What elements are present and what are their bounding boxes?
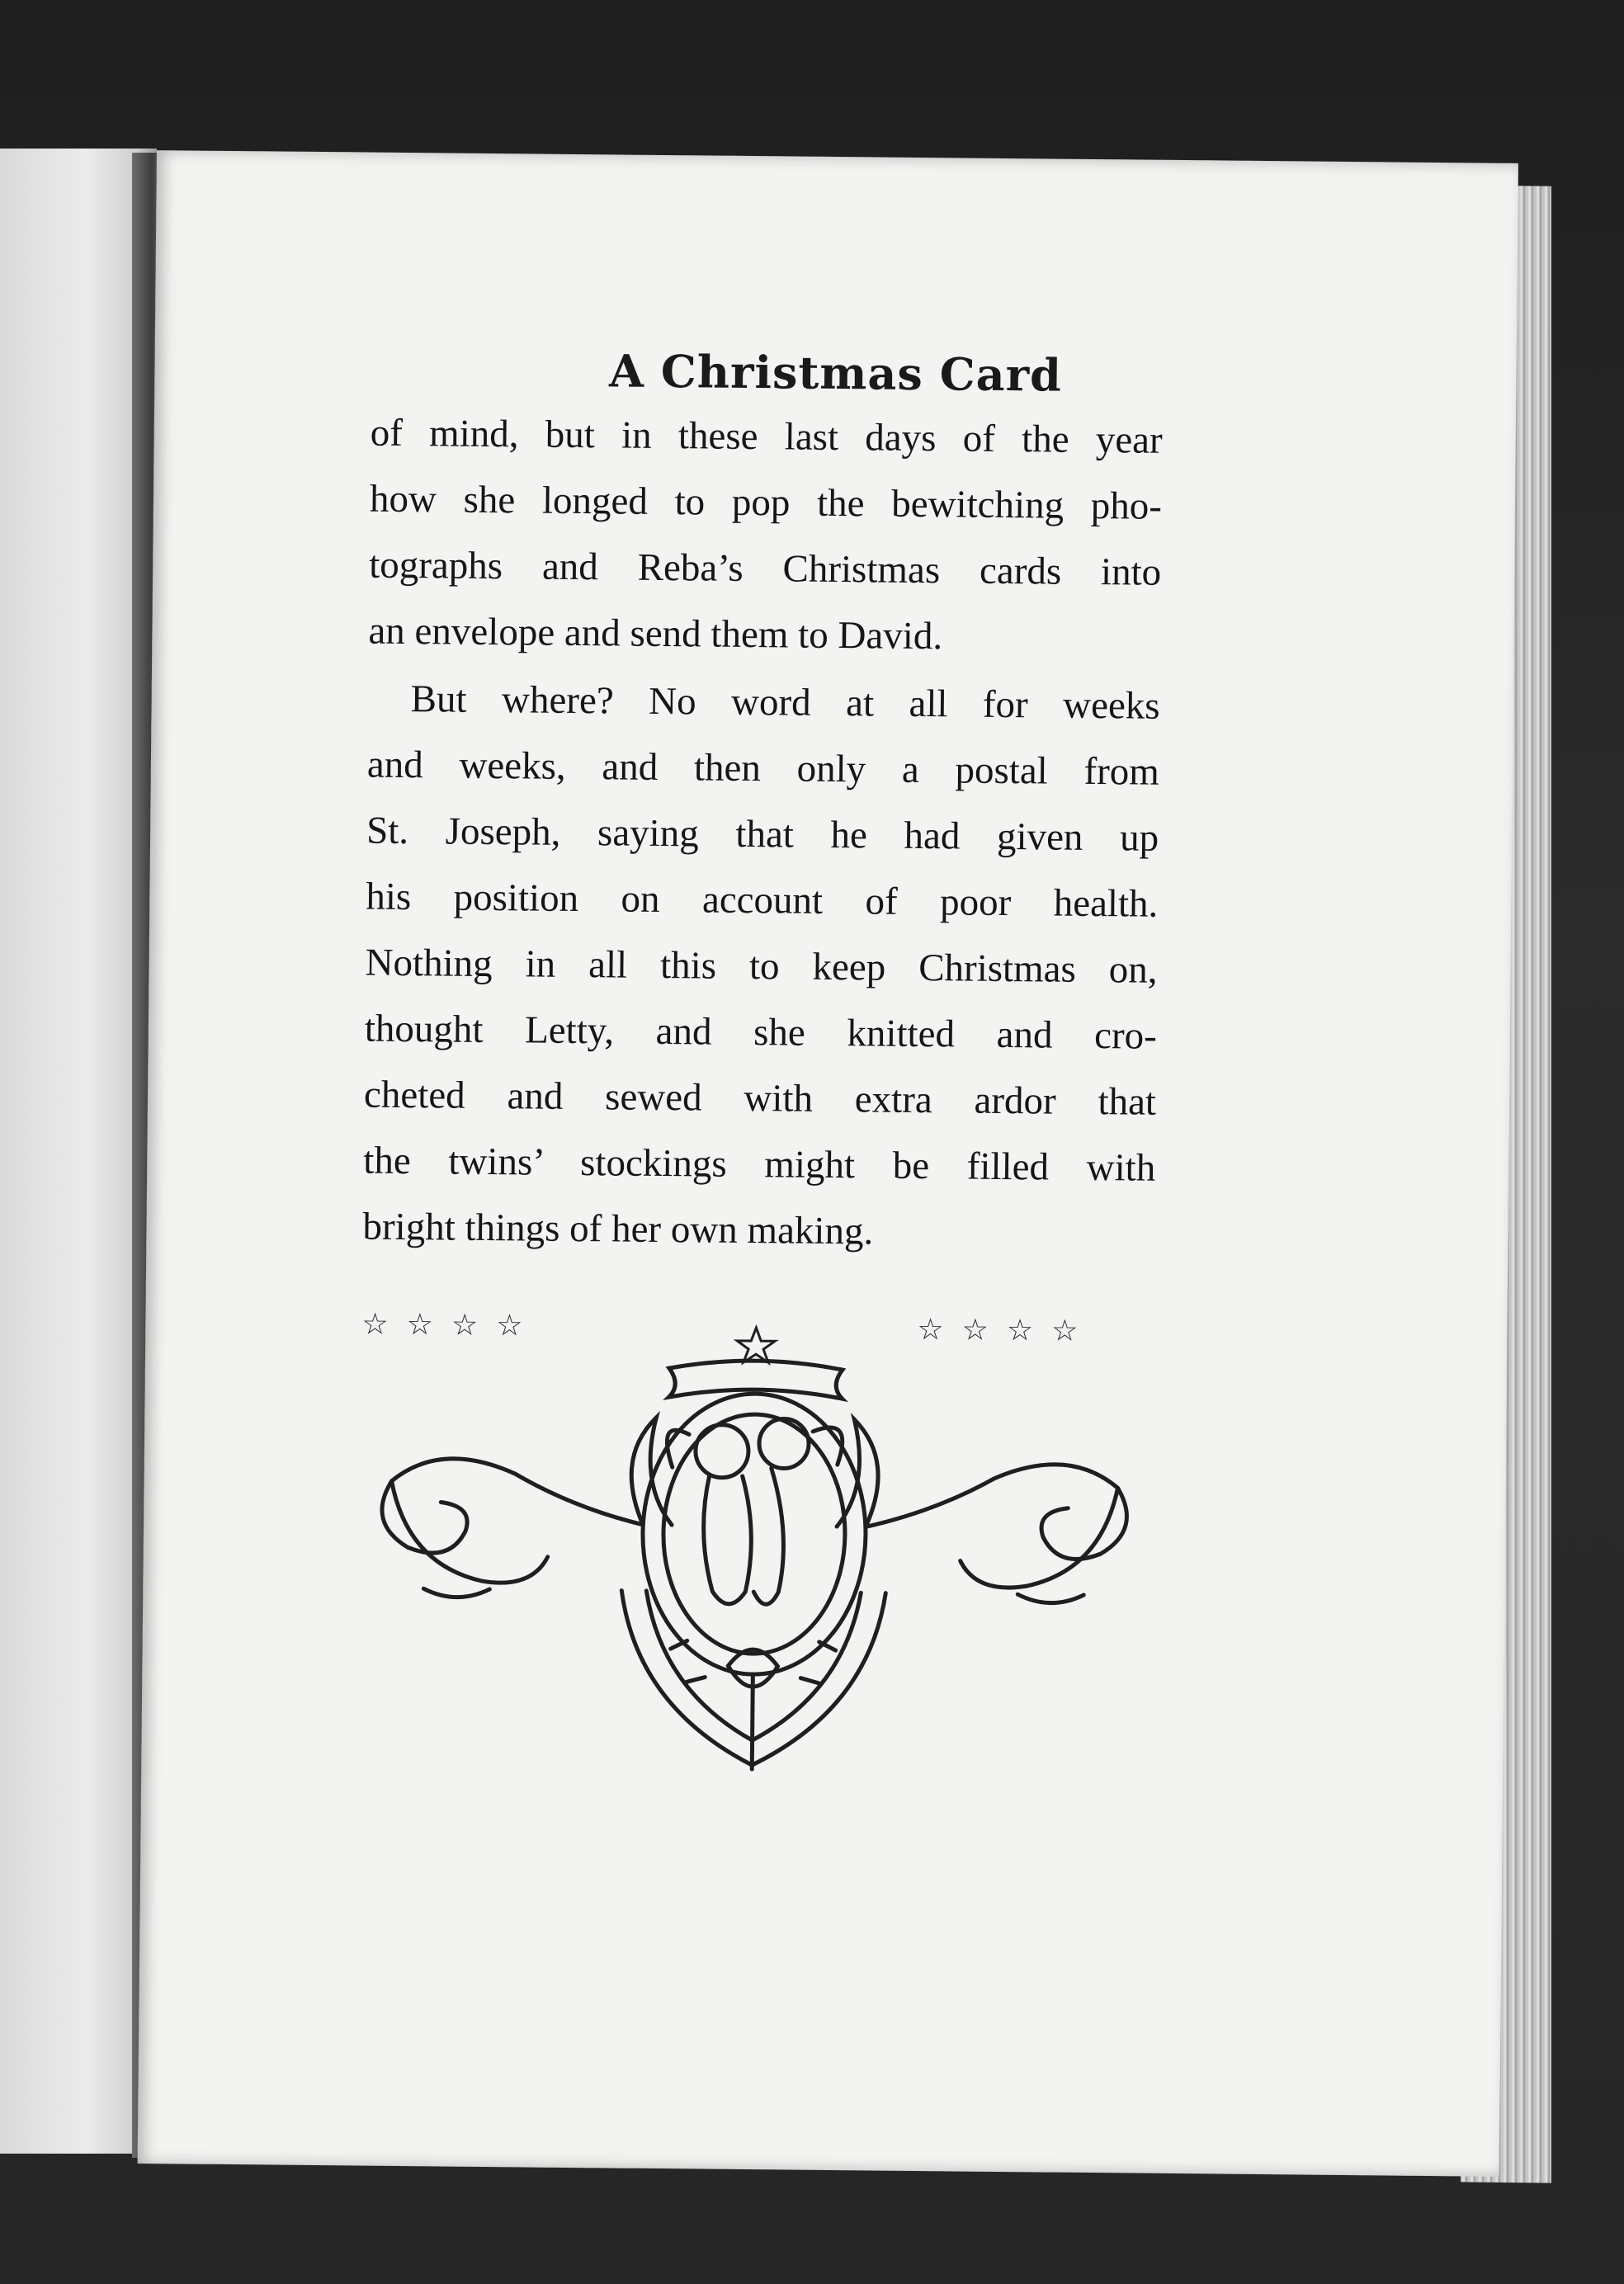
- cherubs-scroll-ornament-icon: [339, 1312, 1168, 1786]
- text-line: bright things of her own making.: [362, 1205, 874, 1253]
- text-line: Nothing in all this to keep Christmas on,: [365, 941, 1158, 992]
- text-line: St. Joseph, saying that he had given up: [366, 809, 1159, 860]
- text-line: how she longed to pop the bewitching pho-: [369, 477, 1163, 528]
- text-line: tographs and Reba’s Christmas cards into: [368, 543, 1162, 594]
- text-line: his position on account of poor health.: [366, 875, 1159, 926]
- stars-right: ☆☆☆☆: [917, 1312, 1097, 1349]
- text-line: thought Letty, and she knitted and cro-: [364, 1007, 1158, 1058]
- running-head: A Christmas Card: [608, 344, 1063, 402]
- text-line: of mind, but in these last days of the year: [370, 411, 1163, 462]
- text-line: cheted and sewed with extra ardor that: [363, 1073, 1157, 1124]
- text-line: the twins’ stockings might be filled with: [363, 1139, 1156, 1190]
- text-line: an envelope and send them to David.: [368, 609, 943, 658]
- stars-left: ☆☆☆☆: [361, 1307, 541, 1343]
- book-page: [138, 150, 1518, 2177]
- text-line: But where? No word at all for weeks: [410, 677, 1160, 728]
- text-line: and weeks, and then only a postal from: [366, 743, 1160, 794]
- body-text: [362, 400, 1163, 1267]
